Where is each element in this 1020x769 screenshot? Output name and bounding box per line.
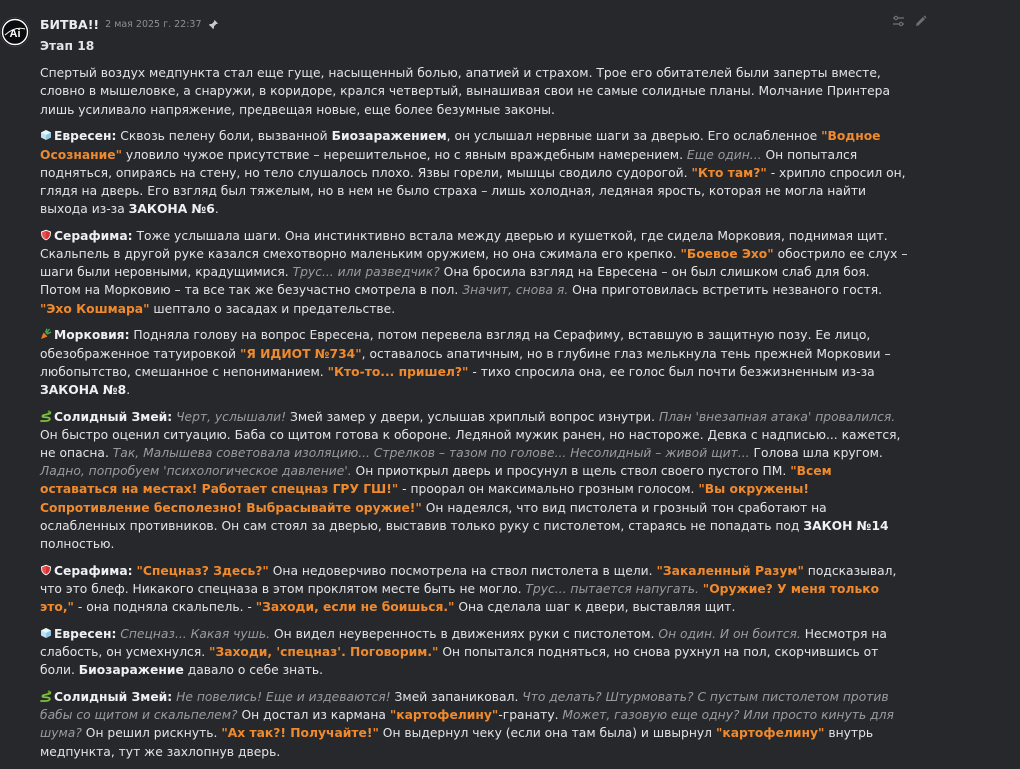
snake-icon xyxy=(40,690,52,702)
text: , оставалось апатичным, но в глубине глаз мелькнула тень прежней Морковии – любопытство, смешанное с непониманием. xyxy=(40,346,891,379)
text: Он надеялся, что вид пистолета и грозный тон сработают на ослабленных противников. Он сам стоял за дверью, выставив только руку с пистолетом, стараясь не попадать под xyxy=(40,500,827,533)
post-body xyxy=(40,37,910,769)
character-name: Евресен: xyxy=(54,626,117,641)
paragraph-evresen-1 xyxy=(40,127,910,218)
text: Он выдернул чеку (если она там была) и швырнул xyxy=(378,726,716,741)
paragraph-serafima-2 xyxy=(40,562,910,617)
thought: Черт, услышали! xyxy=(176,409,287,424)
text: Она приготовилась встретить незваного гостя. xyxy=(568,283,882,298)
term: Биозаражение xyxy=(78,663,184,678)
stage-title: Этап 18 xyxy=(40,39,95,53)
text: - она подняла скальпель. - xyxy=(73,600,256,615)
speech: "Всем оставаться на местах! Работает спецназ ГРУ ГШ!" xyxy=(40,464,832,497)
post-actions xyxy=(891,14,927,28)
item: "картофелину" xyxy=(389,708,499,723)
text: Она недоверчиво посмотрела на ствол пистолета в щели. xyxy=(268,563,657,578)
ice-cube-icon xyxy=(40,129,52,141)
svg-text:Ai: Ai xyxy=(9,28,21,40)
ability: "Водное Осознание" xyxy=(40,129,881,162)
text: Она бросила взгляд на Евресена – он был слишком слаб для боя. Потом на Морковию – та все так же безучастно смотрела в пол. xyxy=(40,265,870,298)
text: Он видел неуверенность в движениях руки с пистолетом. xyxy=(270,626,659,641)
post-date: 2 мая 2025 г. 22:37 xyxy=(105,18,202,30)
text: Он быстро оценил ситуацию. Баба со щитом готова к обороне. Ледяной мужик ранен, но настороже. Девка с надписью... кажется, не опасна. xyxy=(40,427,901,461)
text: . xyxy=(126,382,131,397)
carrot-icon xyxy=(40,328,52,340)
text: обострило ее слух – шаги были неровными, крадущимися. xyxy=(40,247,908,280)
speech: "Заходи, 'спецназ'. Поговорим." xyxy=(209,645,439,660)
thought: Спецназ... Какая чушь. xyxy=(120,626,271,641)
thought: Может, газовую еще одну? Или просто кинуть для шума? xyxy=(40,708,894,741)
text: Он решил рискнуть. xyxy=(81,726,222,741)
text: шептало о засадах и предательстве. xyxy=(149,301,396,316)
character-name: Серафима: xyxy=(54,563,133,578)
shield-icon xyxy=(40,564,52,576)
speech: "Ах так?! Получайте!" xyxy=(221,726,379,741)
paragraph-snake-1 xyxy=(40,408,910,554)
speech: "Кто-то... пришел?" xyxy=(327,364,469,379)
thought: Трус... или разведчик? xyxy=(292,265,440,280)
speech: "Заходи, если не боишься." xyxy=(255,600,455,615)
text: -гранату. xyxy=(498,708,563,723)
thought: Еще один... xyxy=(686,147,762,162)
law: ЗАКОНА №6 xyxy=(128,202,215,217)
text: Сквозь пелену боли, вызванной xyxy=(116,129,332,144)
text: Несмотря на слабость, он усмехнулся. xyxy=(40,626,887,660)
ability: "Эхо Кошмара" xyxy=(40,301,150,316)
sliders-icon[interactable] xyxy=(891,14,905,28)
ability: "Закаленный Разум" xyxy=(656,563,804,578)
snake-icon xyxy=(40,410,52,422)
text: Он попытался подняться, опираясь на стену, но тело слушалось плохо. Язвы горели, мышцы сводило судорогой. xyxy=(40,147,858,180)
text: подсказывал, что это блеф. Никакого спецназа в этом проклятом месте быть не могло. xyxy=(40,563,897,596)
pencil-icon[interactable] xyxy=(913,14,927,28)
ai-logo-avatar-icon xyxy=(1,18,29,46)
character-name: Евресен: xyxy=(54,129,117,144)
text: давало о себе знать. xyxy=(183,663,324,678)
text: Тоже услышала шаги. Она инстинктивно встала между дверью и кушеткой, где сидела Морковия, поднимая щит. Скальпель в другой руке казался смехотворно маленьким оружием, но она сжимала его крепко. xyxy=(40,228,888,262)
text: внутрь медпункта, тут же захлопнув дверь. xyxy=(40,726,874,759)
text: уловило чужое присутствие – нерешительное, но с явным враждебным намерением. xyxy=(122,147,687,162)
author-name[interactable]: БИТВА!! xyxy=(40,16,100,32)
thought: Что делать? Штурмовать? С пустым пистолетом против бабы со щитом и скальпелем? xyxy=(40,690,889,723)
text: . xyxy=(214,202,219,217)
thought: Он один. И он боится. xyxy=(658,626,801,641)
shield-icon xyxy=(40,229,52,241)
character-name: Солидный Змей: xyxy=(54,690,173,704)
term: Биозаражением xyxy=(331,129,447,144)
text: , он услышал нервные шаги за дверью. Его ослабленное xyxy=(446,129,822,144)
ability: "Боевое Эхо" xyxy=(680,247,774,262)
paragraph-evresen-2 xyxy=(40,625,910,680)
character-name: Солидный Змей: xyxy=(54,409,173,424)
thought: Значит, снова я. xyxy=(462,283,569,298)
speech: "Оружие? У меня только это," xyxy=(40,581,880,615)
thought: Не повелись! Еще и издеваются! xyxy=(176,690,391,704)
text: - тихо спросила она, ее голос был почти безжизненным из-за xyxy=(468,364,875,379)
speech: "Вы окружены! Сопротивление бесполезно! Выбрасывайте оружие!" xyxy=(40,482,809,515)
text: Змей запаниковал. xyxy=(390,690,523,704)
text: Он достал из кармана xyxy=(237,708,390,723)
character-name: Морковия: xyxy=(54,328,130,343)
ice-cube-icon xyxy=(40,627,52,639)
thought: Так, Малышева советовала изоляцию... Стрелков – тазом по голове... Несолидный – живой щит... xyxy=(112,446,750,461)
paragraph-morkoviya xyxy=(40,326,910,399)
tattoo: "Я ИДИОТ №734" xyxy=(239,346,362,361)
author-avatar[interactable] xyxy=(0,17,30,47)
item: "картофелину" xyxy=(715,726,825,741)
text: Она сделала шаг к двери, выставляя щит. xyxy=(454,600,736,615)
speech: "Спецназ? Здесь?" xyxy=(136,563,269,578)
law: ЗАКОНА №8 xyxy=(40,382,127,397)
thought: Ладно, попробуем 'психологическое давление'. xyxy=(40,464,352,479)
text: - проорал он максимально грозным голосом. xyxy=(398,482,699,497)
text: Подняла голову на вопрос Евресена, потом перевела взгляд на Серафиму, вставшую в защитную позу. Ее лицо, обезображенное татуировкой xyxy=(40,328,871,361)
text: - хрипло спросил он, глядя на дверь. Его взгляд был тяжелым, но в нем не было страха – лишь холодная, ледяная ярость, которая не могла найти выхода из-за xyxy=(40,165,906,217)
character-name: Серафима: xyxy=(54,228,133,243)
paragraph-serafima-1 xyxy=(40,227,910,318)
thought: Трус... пытается напугать. xyxy=(525,581,699,596)
pin-icon[interactable] xyxy=(208,19,219,30)
text: полностью. xyxy=(40,537,115,552)
paragraph-snake-2 xyxy=(40,688,910,761)
text: Он попытался подняться, но снова рухнул на пол, скорчившись от боли. xyxy=(40,645,879,678)
speech: "Кто там?" xyxy=(691,165,767,180)
text: Он приоткрыл дверь и просунул в щель ствол своего пустого ПМ. xyxy=(351,464,791,479)
post-header xyxy=(40,15,219,33)
thought: План 'внезапная атака' провалился. xyxy=(658,409,896,424)
intro-paragraph: Спертый воздух медпункта стал еще гуще, насыщенный болью, апатией и страхом. Трое его обитателей были заперты вместе, словно в мышеловке, а снаружи, в коридоре, крался четвертый, вынашивая свои не самые солидные планы. Молчание Принтера лишь усиливало напряжение, предвещая новые, еще более безумные законы. xyxy=(40,66,891,117)
text: Голова шла кругом. xyxy=(749,446,883,461)
text: Змей замер у двери, услышав хриплый вопрос изнутри. xyxy=(286,409,659,424)
law: ЗАКОН №14 xyxy=(803,518,889,533)
